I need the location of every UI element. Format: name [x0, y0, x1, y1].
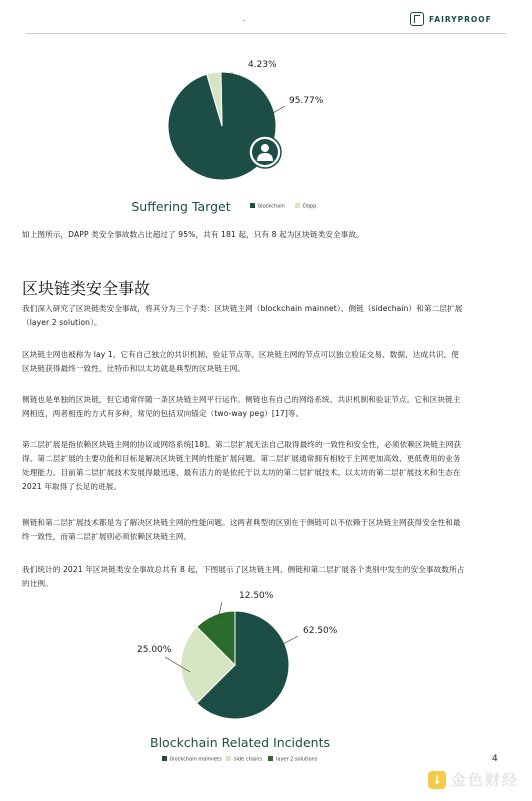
pie-chart-suffering-target: [131, 60, 323, 214]
chart1-caption: 如上图所示，DAPP 类安全事故数占比超过了 95%，共有 181 起，只有 8 起为区块链类安全事故。: [22, 230, 364, 239]
paragraph-line: 区块链获得最终一致性。比特币和以太坊就是典型的区块链主网。: [22, 364, 246, 373]
paragraph-line: （layer 2 solution）。: [22, 318, 102, 327]
paragraph-line: 侧链和第二层扩展技术都是为了解决区块链主网的性能问题。这两者典型的区别在于侧链可以不依赖于区块链主网获得安全性和最: [22, 518, 461, 527]
section-heading: 区块链类安全事故: [22, 279, 151, 298]
header-dot: .: [243, 14, 246, 23]
pie-label-blockchain: 95.77%: [289, 96, 324, 106]
pie-label-dapp: 4.23%: [248, 60, 277, 70]
legend-label: blockchain: [258, 203, 285, 210]
legend-label: layer 2 solutions: [276, 756, 318, 763]
paragraph-line: 处理能力。目前第二层扩展技术发展得最迅速、最有活力的是依托于以太坊的第二层扩展技术。以太坊的第二层扩展技术和生态在: [22, 468, 461, 477]
paragraph-5: [22, 516, 502, 544]
pie-label-layer2: 12.50%: [239, 591, 274, 601]
chart-title-blockchain-incidents: Blockchain Related Incidents: [150, 735, 330, 750]
legend-swatch: [226, 756, 231, 761]
watermark: [428, 769, 519, 790]
paragraph-line: 终一致性，而第二层扩展则必须依赖区块链主网。: [22, 532, 192, 541]
chart-title-suffering-target: Suffering Target: [131, 199, 231, 214]
pie-chart-blockchain-incidents: [137, 591, 338, 763]
paragraph-6: [22, 563, 502, 591]
paragraph-line: 区块链主网也被称为 lay 1，它有自己独立的共识机制、验证节点等。区块链主网的节点可以独立验证交易、数据，达成共识，使: [22, 350, 459, 359]
legend-swatch: [295, 203, 300, 208]
paragraph-line: 的比例。: [22, 579, 53, 588]
user-avatar-icon: [249, 136, 281, 168]
pie-label-mainnets: 62.50%: [303, 626, 338, 636]
legend-swatch: [162, 756, 167, 761]
watermark-text: 金色财经: [451, 771, 520, 789]
paragraph-line: 网相连，两者相连的方式有多种，常见的包括双向锚定（two-way peg）[17]等。: [22, 409, 304, 418]
legend-swatch: [268, 756, 273, 761]
paragraph-line: 侧链也是单独的区块链，但它通常伴随一条区块链主网平行运作。侧链也有自己的网络系统、共识机制和验证节点。它和区块链主: [22, 395, 461, 404]
brand-name: FAIRYPROOF: [429, 14, 492, 24]
jinse-logo-icon: ↓: [428, 771, 446, 789]
paragraph-line: 我们统计的 2021 年区块链类安全事故总共有 8 起，下图展示了区块链主网、侧链和第二层扩展各个类别中发生的安全事故数所占: [22, 565, 465, 574]
paragraph-4: [22, 438, 502, 494]
paragraph-1: [22, 302, 502, 330]
paragraph-2: [22, 348, 502, 376]
page-number: 4: [492, 754, 498, 764]
legend-label: blockchain mainnets: [170, 756, 222, 763]
paragraph-line: 得。第二层扩展的主要功能和目标是解决区块链主网的性能扩展问题。第二层扩展通常拥有相较于主网更加高效、更低费用的业务: [22, 454, 461, 463]
paragraph-line: 2021 年取得了长足的进展。: [22, 482, 122, 491]
legend-label: Dapp: [303, 203, 317, 210]
paragraph-line: 第二层扩展是指依赖区块链主网的协议或网络系统[18]。第二层扩展无法自己取得最终的一致性和安全性，必须依赖区块链主网获: [22, 440, 462, 449]
paragraph-line: 我们深入研究了区块链类安全事故，将其分为三个子类：区块链主网（blockchain mainnet）、侧链（sidechain）和第二层扩展: [22, 304, 463, 313]
legend-label: side chains: [234, 756, 262, 763]
paragraph-3: [22, 393, 502, 421]
pie-label-sidechains: 25.00%: [137, 645, 172, 655]
legend-swatch: [250, 203, 255, 208]
